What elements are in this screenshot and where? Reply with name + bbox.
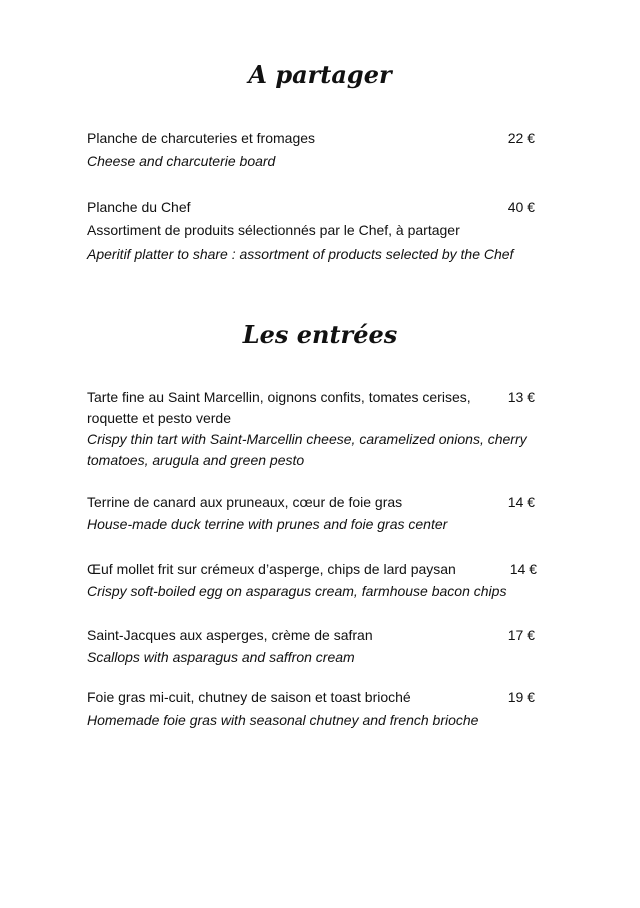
item-english: Crispy soft-boiled egg on asparagus cream, farmhouse bacon chips xyxy=(87,583,507,599)
section-title-les-entrees: Les entrées xyxy=(242,320,398,349)
item-price: 13 € xyxy=(507,389,535,405)
item-price: 22 € xyxy=(507,130,535,146)
item-price: 40 € xyxy=(507,199,535,215)
item-english: Cheese and charcuterie board xyxy=(87,153,276,169)
item-english: Crispy thin tart with Saint-Marcellin cheese, caramelized onions, cherry tomatoes, arugula and green pesto xyxy=(87,431,527,468)
item-english: Aperitif platter to share : assortment of products selected by the Chef xyxy=(87,246,514,262)
section-title-a-partager: A partager xyxy=(248,60,392,89)
item-price: 19 € xyxy=(507,689,535,705)
item-price: 14 € xyxy=(507,494,535,510)
item-price: 17 € xyxy=(507,627,535,643)
item-english: Homemade foie gras with seasonal chutney and french brioche xyxy=(87,712,479,728)
item-english: House-made duck terrine with prunes and foie gras center xyxy=(87,516,448,532)
item-english: Scallops with asparagus and saffron cream xyxy=(87,649,355,665)
item-name: Terrine de canard aux pruneaux, cœur de foie gras xyxy=(87,494,403,510)
item-name: Planche de charcuteries et fromages xyxy=(87,130,316,146)
item-name: Œuf mollet frit sur crémeux d’asperge, chips de lard paysan xyxy=(87,561,456,577)
item-name: Tarte fine au Saint Marcellin, oignons confits, tomates cerises, roquette et pesto verde xyxy=(87,389,471,426)
item-description: Assortiment de produits sélectionnés par le Chef, à partager xyxy=(87,222,460,238)
item-price: 14 € xyxy=(509,561,537,577)
item-name: Foie gras mi-cuit, chutney de saison et toast brioché xyxy=(87,689,411,705)
item-name: Saint-Jacques aux asperges, crème de safran xyxy=(87,627,373,643)
item-name: Planche du Chef xyxy=(87,199,191,215)
